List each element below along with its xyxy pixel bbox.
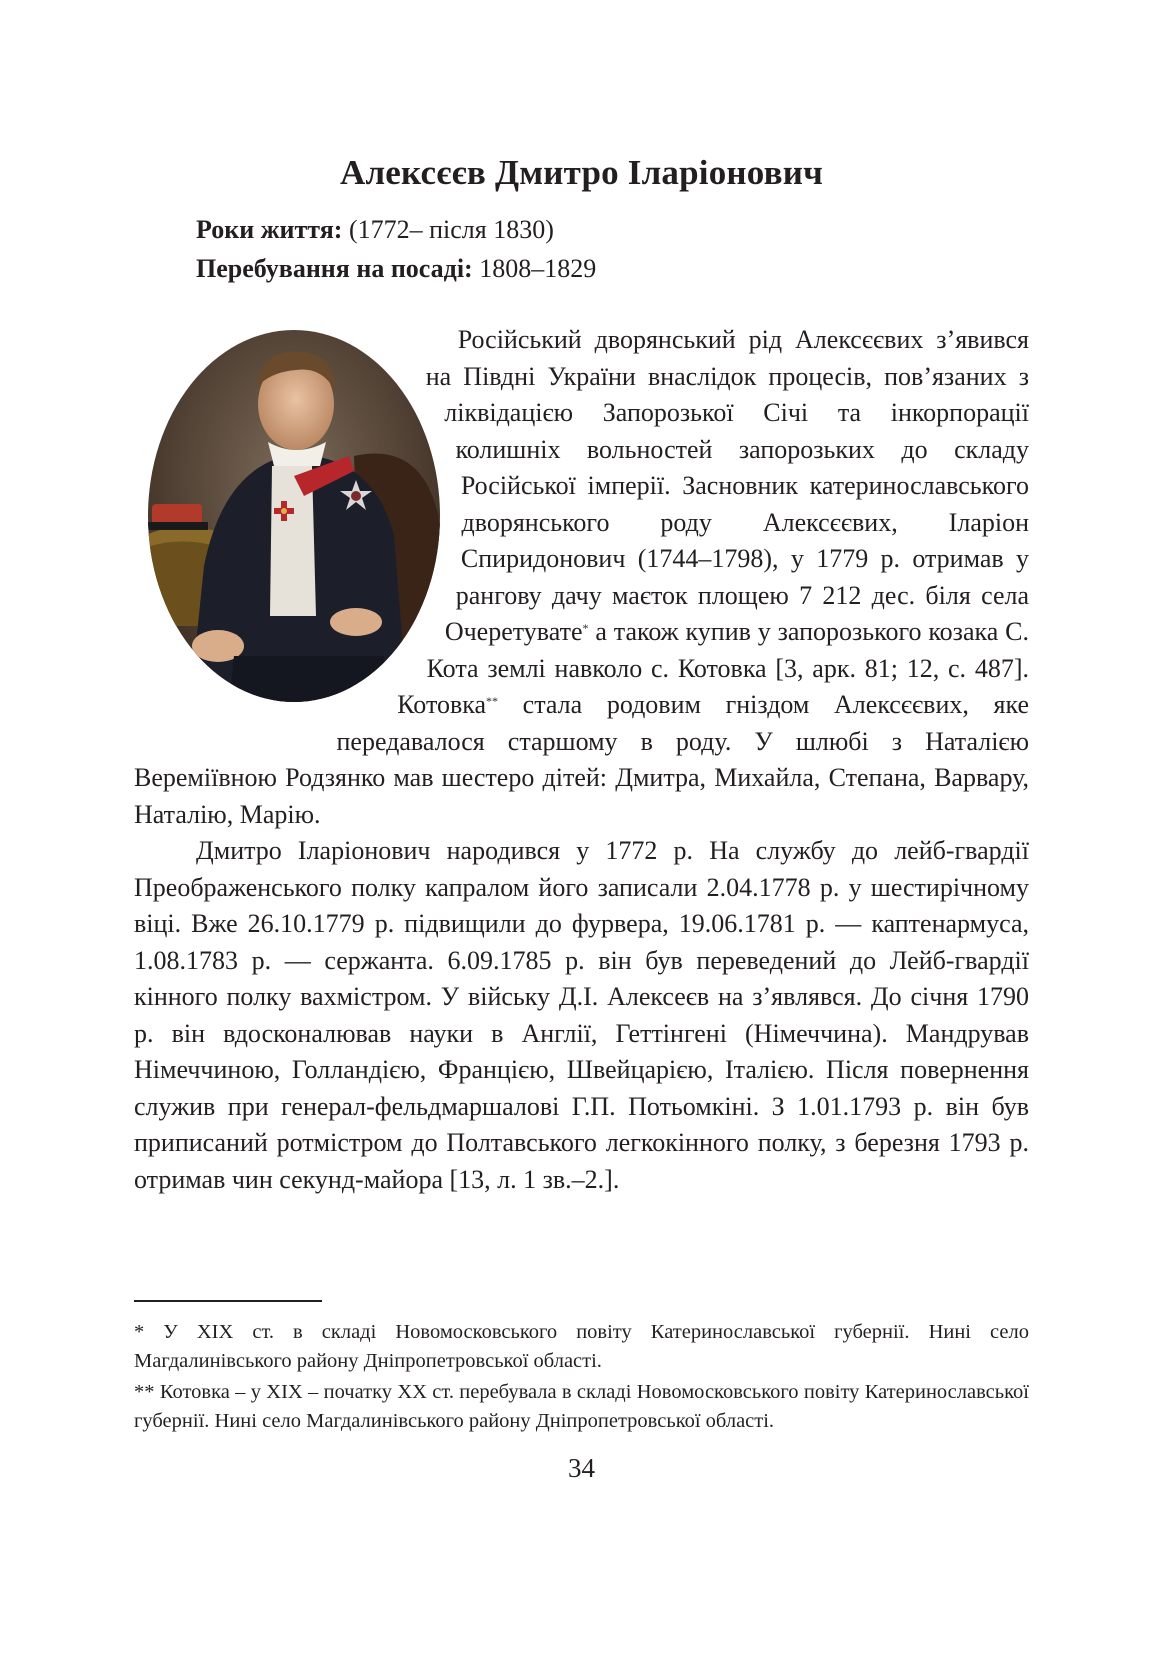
paragraph-text: Російський дворянський рід Алексєєвих з’явився на Півдні України внаслідок процесів, пов’язаних з ліквідацією Запорозької Січі та інкорпорації колишніх вольностей запорозьких до складу Російської імперії. Засновник катеринославського дворянського роду Алексєєвих, Іларіон Спиридонович (1744–1798), у 1779 р. отримав у рангову дачу маєток площею 7 212 дес. біля села Очеретувате	[425, 325, 1029, 646]
body-text	[134, 322, 1029, 1198]
footnote-1: * У XIX ст. в складі Новомосковського повіту Катеринославської губернії. Нині село Магдалинівського району Дніпропетровської області.	[134, 1321, 1029, 1372]
paragraph-biography: Дмитро Іларіонович народився у 1772 р. На службу до лейб-гвардії Преображенського полку капралом його записали 2.04.1778 р. у шестирічному віці. Вже 26.10.1779 р. підвищили до фурвера, 19.06.1781 р. — каптенармуса, 1.08.1783 р. — сержанта. 6.09.1785 р. він був переведений до Лейб-гвардії кінного полку вахмістром. У війську Д.І. Алексеєв на з’являвся. До січня 1790 р. він вдосконалював науки в Англії, Геттінгені (Німеччина). Мандрував Німеччиною, Голландією, Францією, Швейцарією, Італією. Після повернення служив при генерал-фельдмаршалові Г.П. Потьомкіні. З 1.01.1793 р. він був приписаний ротмістром до Полтавського легкокінного полку, з березня 1793 р. отримав чин секунд-майора [13, л. 1 зв.–2.].	[134, 836, 1029, 1194]
life-years-value: (1772– після 1830)	[342, 215, 554, 244]
tenure-label: Перебування на посаді:	[196, 254, 473, 283]
footnote-marker-1: *	[582, 621, 589, 635]
footnote-marker-2: **	[486, 694, 499, 708]
footnote-2: ** Котовка – у XIX – початку XX ст. перебувала в складі Новомосковського повіту Катеринославської губернії. Нині село Магдалинівського району Дніпропетровської області.	[134, 1381, 1029, 1432]
page-title: Алексєєв Дмитро Іларіонович	[339, 153, 824, 193]
paragraph-text: стала родовим гніздом Алексєєвих, яке передавалося старшому в роду. У шлюбі з Наталією Вереміївною Родзянко мав шестеро дітей: Дмитра, Михайла, Степана, Варвару, Наталію, Марію.	[134, 690, 1029, 829]
paragraph-text: а також купив у запорозького козака С. Кота землі навколо с. Котовка [3, арк. 81; 12, с. 487]. Котовка	[397, 617, 1029, 719]
tenure-value: 1808–1829	[472, 254, 597, 283]
footnotes	[134, 1318, 1029, 1438]
life-years-label: Роки життя:	[196, 215, 343, 244]
book-page	[134, 0, 1029, 1654]
biography-meta	[196, 210, 596, 288]
life-years-line	[196, 210, 596, 249]
tenure-line	[196, 249, 596, 288]
page-number: 34	[568, 1453, 595, 1483]
footnote-divider	[134, 1300, 322, 1302]
